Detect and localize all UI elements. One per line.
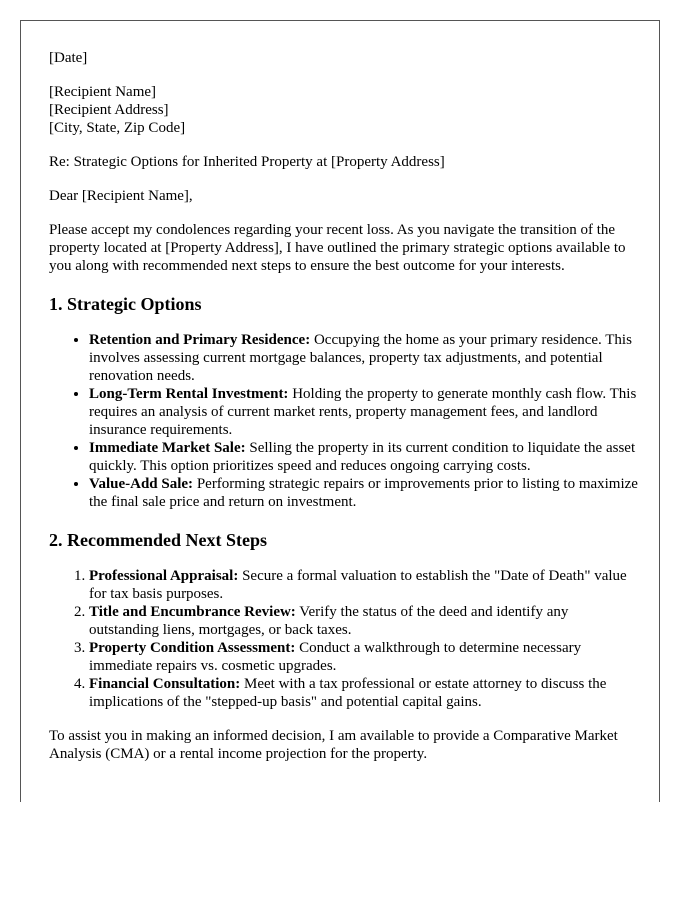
list-item-title: Property Condition Assessment: [89,640,296,656]
strategic-options-list [49,331,639,511]
list-item [89,439,639,475]
list-item-text: Secure a formal valuation to establish the "Date of Death" value for tax basis purposes. [89,568,627,602]
list-item [89,475,639,511]
salutation: Dear [Recipient Name], [49,188,193,204]
list-item [89,639,639,675]
list-item-title: Financial Consultation: [89,676,241,692]
list-item-text: Selling the property in its current condition to liquidate the asset quickly. This option prioritizes speed and reduces ongoing carrying costs. [89,440,636,474]
list-item [89,567,639,603]
section-heading-next-steps: 2. Recommended Next Steps [49,530,267,550]
list-item-title: Value-Add Sale: [89,476,194,492]
list-item-title: Professional Appraisal: [89,568,239,584]
intro-paragraph: Please accept my condolences regarding your recent loss. As you navigate the transition of the property located at [Property Address], I have outlined the primary strategic options available to you along with recommended next steps to ensure the best outcome for your interests. [49,222,626,274]
letter-date: [Date] [49,50,88,66]
recipient-name: [Recipient Name] [49,84,157,100]
list-item-text: Holding the property to generate monthly cash flow. This requires an analysis of current market rents, property management fees, and landlord insurance requirements. [89,386,637,438]
list-item-text: Meet with a tax professional or estate attorney to discuss the implications of the "stepped-up basis" and potential capital gains. [89,676,607,710]
list-item [89,603,639,639]
next-steps-list [49,567,639,711]
letter-page [20,20,660,802]
list-item [89,675,639,711]
list-item-title: Title and Encumbrance Review: [89,604,296,620]
recipient-city-state-zip: [City, State, Zip Code] [49,120,186,136]
list-item-text: Verify the status of the deed and identify any outstanding liens, mortgages, or back taxes. [89,604,569,638]
closing-paragraph: To assist you in making an informed decision, I am available to provide a Comparative Market Analysis (CMA) or a rental income projection for the property. [49,728,618,762]
recipient-address-block [49,83,639,137]
list-item-title: Long-Term Rental Investment: [89,386,289,402]
list-item [89,331,639,385]
letter-content [49,49,639,779]
list-item-title: Immediate Market Sale: [89,440,246,456]
list-item [89,385,639,439]
recipient-address: [Recipient Address] [49,102,169,118]
list-item-text: Conduct a walkthrough to determine necessary immediate repairs vs. cosmetic upgrades. [89,640,582,674]
section-heading-strategic-options: 1. Strategic Options [49,294,202,314]
list-item-title: Retention and Primary Residence: [89,332,311,348]
list-item-text: Performing strategic repairs or improvements prior to listing to maximize the final sale price and return on investment. [89,476,638,510]
subject-line: Re: Strategic Options for Inherited Property at [Property Address] [49,154,445,170]
list-item-text: Occupying the home as your primary residence. This involves assessing current mortgage balances, property tax adjustments, and potential renovation needs. [89,332,632,384]
